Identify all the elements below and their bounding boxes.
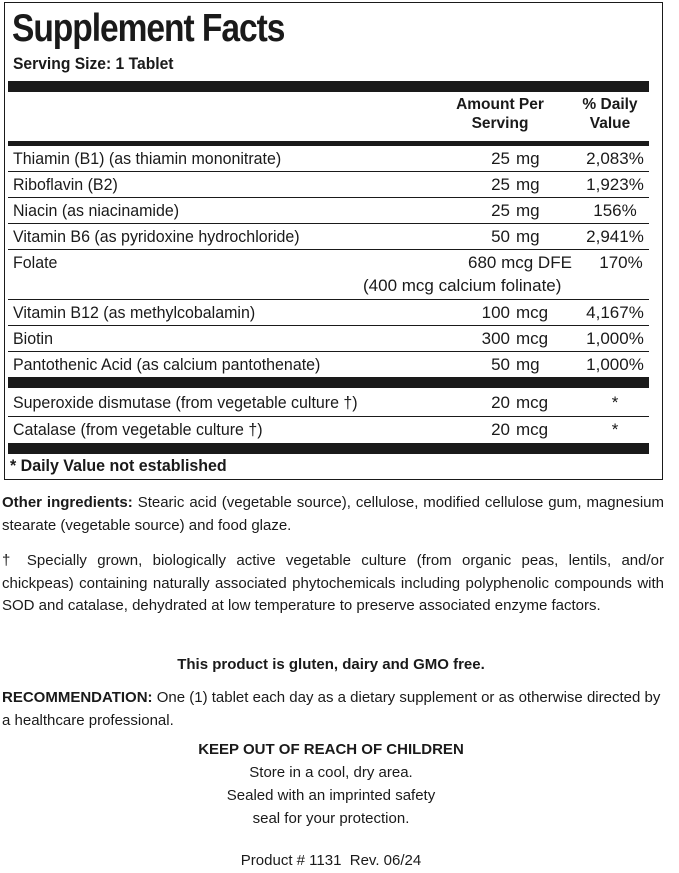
table-row [8,172,649,198]
nutrient-unit: mg [516,227,540,246]
product-info: Product # 1131 Rev. 06/24 [240,852,422,869]
table-row [8,390,649,417]
nutrient-amount: 25 [491,201,510,220]
table-row [8,417,649,443]
storage-line: Store in a cool, dry area. [249,764,413,781]
recommendation [2,687,664,732]
nutrient-unit: mg [516,355,540,374]
nutrient-name: Pantothenic Acid (as calcium pantothenate) [13,355,321,374]
bottom-thick-rule [8,443,649,454]
mid-thick-rule [8,377,649,388]
nutrient-dv: 2,941% [586,227,644,246]
seal-line-2: seal for your protection. [252,810,410,827]
seal-line-1: Sealed with an imprinted safety [226,787,436,804]
nutrient-amount: 300 [481,329,510,348]
other-ingredients [2,492,664,537]
table-row [8,352,649,377]
nutrient-amount: 100 [481,303,510,322]
nutrient-name: Vitamin B6 (as pyridoxine hydrochloride) [13,227,300,246]
panel-title: Supplement Facts [12,7,285,50]
culture-note: † Specially grown, biologically active vegetable culture (from organic peas, lentils, and/or chickpeas) containing naturally associated phytochemicals including polyphenolic compounds with SOD and catalase, dehydrated at low temperature to preserve associated enzyme factors. [2,552,664,614]
nutrient-name: Biotin [13,329,53,348]
nutrient-dv: 2,083% [586,149,644,168]
nutrient-name: Thiamin (B1) (as thiamin mononitrate) [13,149,282,168]
top-thick-rule [8,81,649,92]
recommendation-text: One (1) tablet each day as a dietary supplement or as otherwise directed by a healthcare professional. [2,689,661,729]
nutrient-unit: mcg [516,329,549,348]
nutrient-name: Niacin (as niacinamide) [13,201,180,220]
nutrient-dv: 1,000% [586,355,644,374]
table-row [8,224,649,250]
nutrient-unit: mcg [516,420,549,439]
nutrient-unit: mg [516,149,540,168]
other-ingredients-label: Other ingredients: [2,494,133,511]
nutrient-name: Vitamin B12 (as methylcobalamin) [13,303,256,322]
nutrient-name: Superoxide dismutase (from vegetable culture †) [13,393,358,412]
nutrient-amount: 25 [491,149,510,168]
nutrient-amount: 50 [491,227,510,246]
table-row [8,146,649,172]
nutrient-dv: * [611,393,619,412]
daily-value-note: * Daily Value not established [10,456,227,475]
nutrient-dv: 170% [599,253,643,272]
other-ingredients-text: Stearic acid (vegetable source), cellulose, modified cellulose gum, magnesium stearate (vegetable source) and food glaze. [2,494,665,534]
table-row-folate [8,250,649,300]
nutrient-name: Catalase (from vegetable culture †) [13,420,263,439]
nutrient-unit: mg [516,201,540,220]
nutrient-unit: mcg [516,393,549,412]
nutrient-dv: 1,923% [586,175,644,194]
nutrient-name: Folate [13,253,58,272]
nutrient-amount: 20 [491,393,510,412]
nutrient-dv: 156% [593,201,637,220]
table-row [8,326,649,352]
header-amount-per-serving: Amount Per Serving [456,96,544,132]
warning-title: KEEP OUT OF REACH OF CHILDREN [198,741,464,758]
header-daily-value: % Daily Value [582,96,638,132]
nutrient-amount: 680 mcg DFE [468,253,572,272]
serving-size: Serving Size: 1 Tablet [13,54,174,73]
recommendation-label: RECOMMENDATION: [2,689,153,706]
free-statement: This product is gluten, dairy and GMO free. [177,656,485,673]
nutrient-unit: mcg [516,303,549,322]
table-row [8,198,649,224]
nutrient-unit: mg [516,175,540,194]
nutrient-dv: 4,167% [586,303,644,322]
nutrient-amount-detail: (400 mcg calcium folinate) [363,276,562,295]
table-row [8,300,649,326]
nutrient-name: Riboflavin (B2) [13,175,118,194]
nutrient-dv: 1,000% [586,329,644,348]
nutrient-amount: 25 [491,175,510,194]
nutrient-dv: * [611,420,619,439]
nutrient-amount: 20 [491,420,510,439]
nutrient-amount: 50 [491,355,510,374]
